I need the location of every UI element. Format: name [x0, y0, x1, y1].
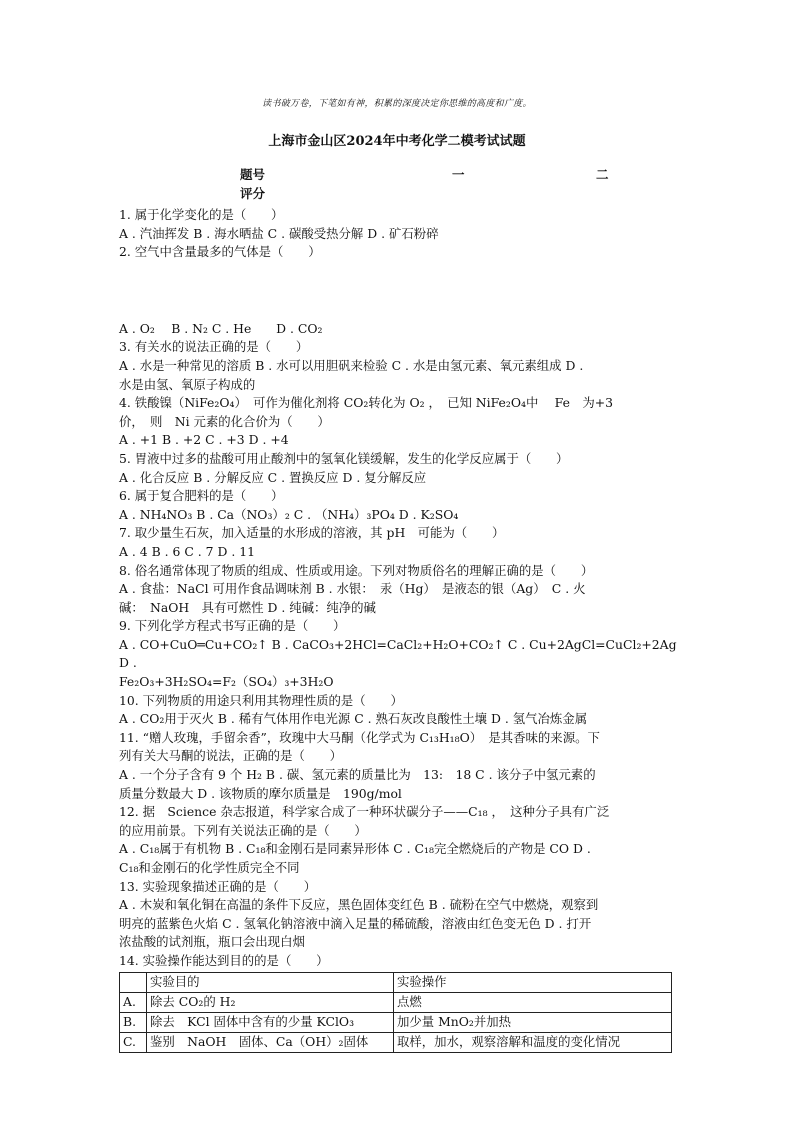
- options-line: A . NH₄NO₃ B . Ca（NO₃）₂ C . （NH₄）₃PO₄ D . K₂SO₄: [119, 506, 459, 522]
- question-line: 2. 空气中含量最多的气体是（ ）: [119, 244, 321, 260]
- options-line: A . CO₂用于灭火 B . 稀有气体用作电光源 C . 熟石灰改良酸性土壤 D . 氢气冶炼金属: [119, 711, 588, 727]
- question-line: 列有关大马酮的说法，正确的是（ ）: [119, 748, 343, 764]
- options-line: 碱： NaOH 具有可燃性 D . 纯碱：纯净的碱: [119, 599, 376, 615]
- options-line: 明亮的蓝紫色火焰 C . 氢氧化钠溶液中滴入足量的稀硫酸，溶液由红色变无色 D . 打开: [119, 915, 592, 931]
- options-line: A . CO+CuO═Cu+CO₂↑ B . CaCO₃+2HCl=CaCl₂+H₂O+CO₂↑ C . Cu+2AgCl=CuCl₂+2Ag D .: [119, 636, 677, 671]
- score-col-2: 二: [596, 167, 609, 182]
- options-line: A . 化合反应 B . 分解反应 C . 置换反应 D . 复分解反应: [119, 469, 427, 485]
- experiment-table: [119, 972, 672, 1053]
- score-row-score: [240, 184, 640, 203]
- table-cell-operation: 加少量 MnO₂并加热: [394, 1012, 672, 1032]
- options-line: 水是由氢、氧原子构成的: [119, 376, 256, 392]
- table-cell-label: B.: [120, 1012, 147, 1032]
- table-cell: [120, 972, 147, 992]
- question-line: 的应用前景。下列有关说法正确的是（ ）: [119, 822, 367, 838]
- options-line: A . 4 B . 6 C . 7 D . 11: [119, 543, 255, 559]
- page-title: 上海市金山区2024年中考化学二模考试试题: [268, 134, 526, 149]
- question-line: 6. 属于复合肥料的是（ ）: [119, 488, 284, 504]
- score-table: [240, 165, 640, 203]
- options-line: C₁₈和金刚石的化学性质完全不同: [119, 860, 300, 875]
- question-line: 4. 铁酸镍（NiFe₂O₄） 可作为催化剂将 CO₂转化为 O₂ ， 已知 NiFe₂O₄中 Fe 为+3: [119, 395, 613, 411]
- table-cell-operation: 点燃: [394, 992, 672, 1012]
- question-line: 14. 实验操作能达到目的的是（ ）: [119, 952, 329, 968]
- question-body: [119, 206, 679, 1053]
- table-row: [120, 1012, 672, 1032]
- options-line: A . 食盐：NaCl 可用作食品调味剂 B . 水银： 汞（Hg） 是液态的银（Ag） C . 火: [119, 581, 586, 597]
- question-line: 5. 胃液中过多的盐酸可用止酸剂中的氢氧化镁缓解，发生的化学反应属于（ ）: [119, 450, 569, 466]
- options-line: A . O₂ B . N₂ C . He D . CO₂: [119, 320, 323, 336]
- question-line: 11. “赠人玫瑰，手留余香”，玫瑰中大马酮（化学式为 C₁₃H₁₈O） 是其香味的来源。下: [119, 729, 600, 745]
- question-line: 13. 实验现象描述正确的是（ ）: [119, 878, 317, 894]
- options-line: 浓盐酸的试剂瓶，瓶口会出现白烟: [119, 934, 305, 950]
- question-line: 8. 俗名通常体现了物质的组成、性质或用途。下列对物质俗名的理解正确的是（ ）: [119, 562, 594, 578]
- table-cell-purpose: 除去 CO₂的 H₂: [147, 992, 394, 1012]
- options-line: A . 水是一种常见的溶质 B . 水可以用胆矾来检验 C . 水是由氢元素、氧元素组成 D .: [119, 357, 584, 373]
- motto-header: 读书破万卷，下笔如有神，积累的深度决定你思维的高度和广度。: [262, 99, 532, 109]
- score-col-1: 一: [452, 167, 465, 182]
- blank-space: [119, 262, 679, 320]
- table-cell-purpose: 鉴别 NaOH 固体、Ca（OH）₂固体: [147, 1032, 394, 1052]
- table-header-purpose: 实验目的: [147, 972, 394, 992]
- score-label-score: 评分: [240, 186, 266, 201]
- options-line: A . 一个分子含有 9 个 H₂ B . 碳、氢元素的质量比为 13: 18 C . 该分子中氢元素的: [119, 767, 596, 783]
- table-cell-label: C.: [120, 1032, 147, 1052]
- score-row-header: [240, 165, 640, 184]
- question-line: 3. 有关水的说法正确的是（ ）: [119, 339, 309, 355]
- question-line: 10. 下列物质的用途只利用其物理性质的是（ ）: [119, 692, 403, 708]
- table-row: [120, 1032, 672, 1052]
- question-line: 1. 属于化学变化的是（ ）: [119, 207, 284, 222]
- table-cell-label: A.: [120, 992, 147, 1012]
- table-cell-operation: 取样，加水，观察溶解和温度的变化情况: [394, 1032, 672, 1052]
- table-cell-purpose: 除去 KCl 固体中含有的少量 KClO₃: [147, 1012, 394, 1032]
- question-line: 12. 据 Science 杂志报道，科学家合成了一种环状碳分子——C₁₈ ， 这种分子具有广泛: [119, 804, 610, 820]
- question-line: 价， 则 Ni 元素的化合价为（ ）: [119, 413, 330, 429]
- table-header-row: [120, 972, 672, 992]
- score-label-question: 题号: [240, 167, 266, 182]
- table-header-operation: 实验操作: [394, 972, 672, 992]
- question-line: 9. 下列化学方程式书写正确的是（ ）: [119, 618, 346, 634]
- options-line: A . C₁₈属于有机物 B . C₁₈和金刚石是同素异形体 C . C₁₈完全燃烧后的产物是 CO D .: [119, 841, 591, 857]
- options-line: A . 木炭和氧化铜在高温的条件下反应，黑色固体变红色 B . 硫粉在空气中燃烧，观察到: [119, 897, 599, 913]
- table-row: [120, 992, 672, 1012]
- question-line: 7. 取少量生石灰，加入适量的水形成的溶液，其 pH 可能为（ ）: [119, 525, 505, 541]
- options-line: 质量分数最大 D . 该物质的摩尔质量是 190g/mol: [119, 785, 402, 801]
- options-line: A . +1 B . +2 C . +3 D . +4: [119, 432, 289, 448]
- options-line: Fe₂O₃+3H₂SO₄=F₂（SO₄）₃+3H₂O: [119, 674, 334, 690]
- options-line: A . 汽油挥发 B . 海水晒盐 C . 碳酸受热分解 D . 矿石粉碎: [119, 225, 439, 241]
